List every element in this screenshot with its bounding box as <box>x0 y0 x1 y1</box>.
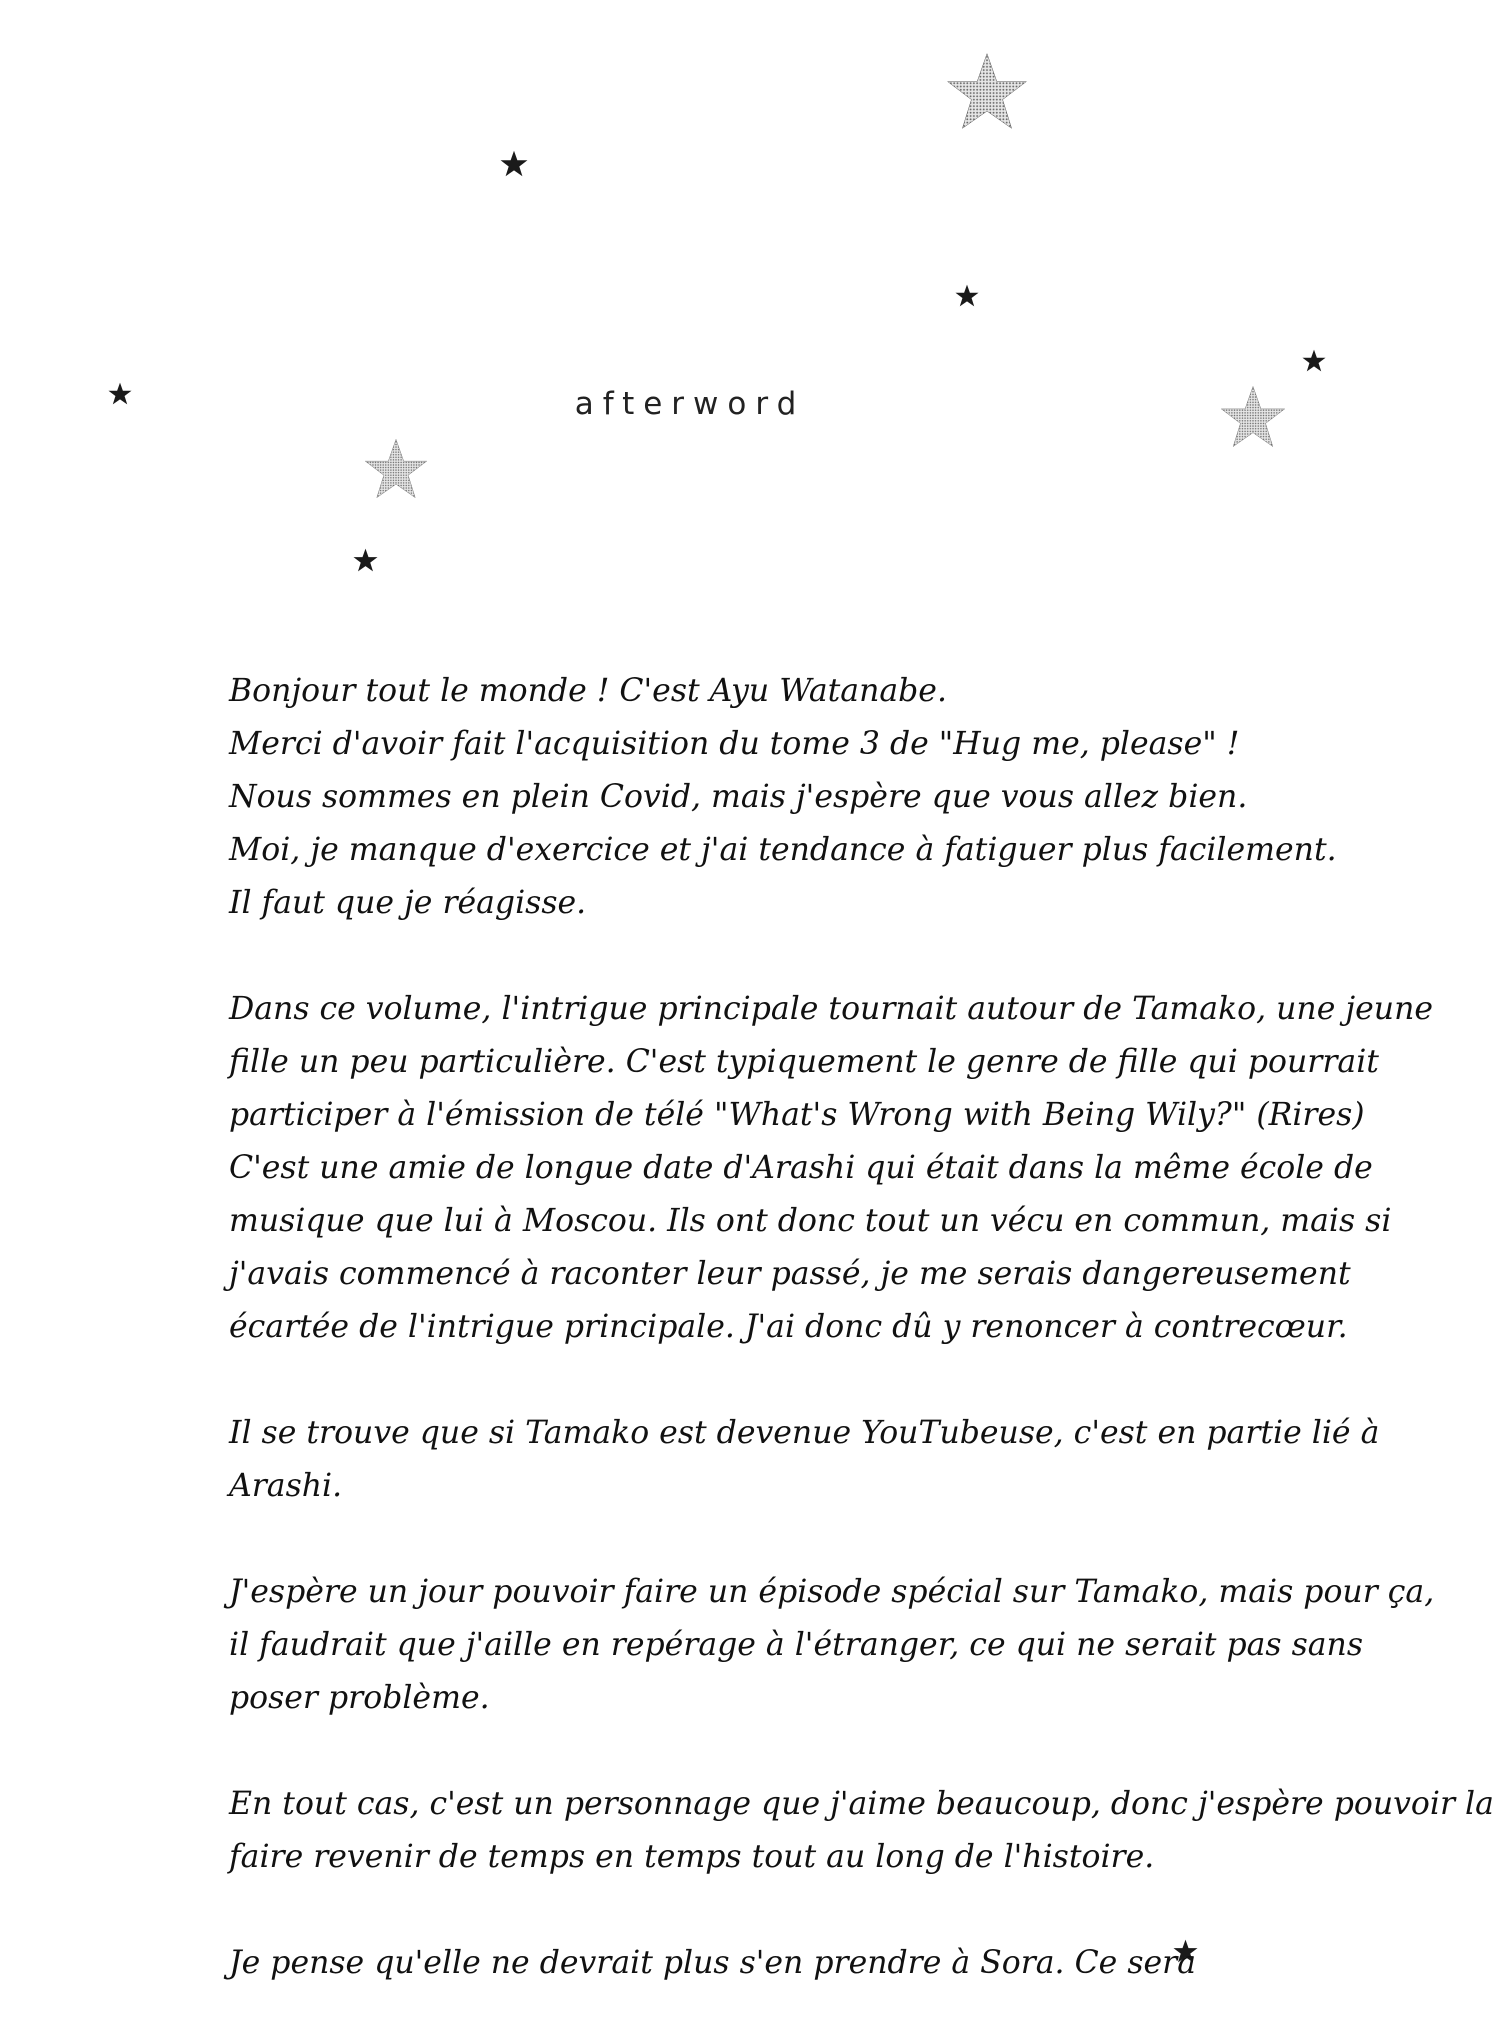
page-title: afterword <box>574 386 806 422</box>
text-line: il faudrait que j'aille en repérage à l'étranger, ce qui ne serait pas sans <box>229 1627 1363 1663</box>
afterword-body <box>229 665 1494 2043</box>
text-line: Arashi. <box>229 1468 343 1504</box>
text-line: Dans ce volume, l'intrigue principale tournait autour de Tamako, une jeune <box>229 991 1433 1027</box>
paragraph <box>229 1407 1380 1513</box>
text-line: musique que lui à Moscou. Ils ont donc tout un vécu en commun, mais si <box>229 1203 1392 1239</box>
small-star-icon <box>1302 349 1326 372</box>
text-line: C'est une amie de longue date d'Arashi qui était dans la même école de <box>229 1150 1373 1186</box>
text-line: Il se trouve que si Tamako est devenue YouTubeuse, c'est en partie lié à <box>229 1415 1380 1451</box>
paragraph <box>229 983 1433 1354</box>
text-line: En tout cas, c'est un personnage que j'aime beaucoup, donc j'espère pouvoir la <box>229 1786 1494 1822</box>
small-star-icon <box>353 548 378 572</box>
large-star-icon <box>946 52 1028 130</box>
text-line: participer à l'émission de télé "What's Wrong with Being Wily?" (Rires) <box>229 1097 1365 1133</box>
text-line: Merci d'avoir fait l'acquisition du tome 3 de "Hug me, please" ! <box>229 726 1240 762</box>
text-line: Il faut que je réagisse. <box>229 885 587 921</box>
paragraph <box>229 1778 1494 1884</box>
paragraph <box>229 1566 1435 1725</box>
text-line: faire revenir de temps en temps tout au long de l'histoire. <box>229 1839 1155 1875</box>
text-line: j'avais commencé à raconter leur passé, je me serais dangereusement <box>229 1256 1351 1292</box>
paragraph <box>229 665 1359 930</box>
text-line: Je pense qu'elle ne devrait plus s'en prendre à Sora. Ce sera <box>229 1945 1196 1981</box>
small-star-icon <box>500 150 528 177</box>
text-line: fille un peu particulière. C'est typiquement le genre de fille qui pourrait <box>229 1044 1379 1080</box>
text-line: poser problème. <box>229 1680 490 1716</box>
text-line: écartée de l'intrigue principale. J'ai donc dû y renoncer à contrecœur. <box>229 1309 1348 1345</box>
text-line: Bonjour tout le monde ! C'est Ayu Watanabe. <box>229 673 947 709</box>
small-star-icon <box>955 284 979 307</box>
text-line: J'espère un jour pouvoir faire un épisode spécial sur Tamako, mais pour ça, <box>229 1574 1435 1610</box>
large-star-icon <box>364 438 428 499</box>
paragraph <box>229 1937 1359 1990</box>
text-line: Moi, je manque d'exercice et j'ai tendance à fatiguer plus facilement. <box>229 832 1337 868</box>
text-line: Nous sommes en plein Covid, mais j'espère que vous allez bien. <box>229 779 1248 815</box>
